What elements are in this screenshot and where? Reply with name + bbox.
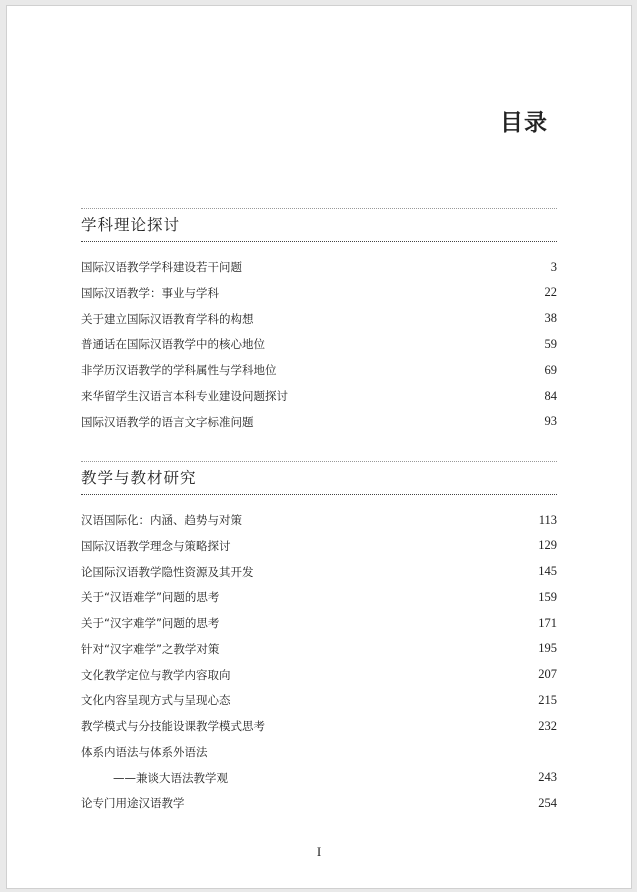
entry-title: 教学模式与分技能设课教学模式思考 xyxy=(81,719,265,733)
entry-title: 关于“汉字难学”问题的思考 xyxy=(81,616,220,630)
toc-entry[interactable] xyxy=(81,716,557,736)
toc-entry[interactable] xyxy=(81,309,557,329)
toc-entry[interactable] xyxy=(81,742,557,762)
toc-entry[interactable] xyxy=(81,360,557,380)
toc-title: 目录 xyxy=(500,110,548,136)
entry-page-number: 232 xyxy=(538,718,557,733)
divider xyxy=(81,241,557,242)
entry-page-number: 129 xyxy=(538,538,557,553)
toc-entry[interactable] xyxy=(81,386,557,406)
toc-entry[interactable] xyxy=(81,283,557,303)
entry-page-number: 215 xyxy=(538,692,557,707)
entry-page-number: 38 xyxy=(544,311,557,326)
page-number: I xyxy=(316,844,322,859)
toc-entry[interactable] xyxy=(81,639,557,659)
toc-entry[interactable] xyxy=(81,587,557,607)
section-title: 教学与教材研究 xyxy=(81,469,197,487)
entry-title: 普通话在国际汉语教学中的核心地位 xyxy=(81,337,265,352)
entry-page-number: 59 xyxy=(544,336,557,351)
entry-page-number: 3 xyxy=(550,259,557,274)
entry-page-number: 84 xyxy=(544,388,557,403)
entry-page-number: 22 xyxy=(544,285,557,300)
toc-entry[interactable] xyxy=(81,665,557,685)
entry-page-number: 207 xyxy=(538,667,557,681)
entry-title: 来华留学生汉语言本科专业建设问题探讨 xyxy=(81,389,288,403)
toc-entry[interactable] xyxy=(81,768,557,788)
entry-title: 针对“汉字难学”之教学对策 xyxy=(81,641,220,656)
entry-title: 体系内语法与体系外语法 xyxy=(81,744,208,759)
entry-page-number: 69 xyxy=(544,362,557,377)
entry-page-number: 171 xyxy=(538,615,557,630)
entry-page-number: 254 xyxy=(538,795,557,810)
document-page xyxy=(6,5,632,889)
entry-page-number: 159 xyxy=(538,589,557,604)
entry-title: 国际汉语教学理念与策略探讨 xyxy=(81,538,231,553)
section-heading-1 xyxy=(81,208,557,242)
toc-entry[interactable] xyxy=(81,334,557,354)
entry-title: 国际汉语教学的语言文字标准问题 xyxy=(81,414,254,429)
section-heading-2 xyxy=(81,461,557,495)
toc-entry[interactable] xyxy=(81,412,557,432)
toc-entry[interactable] xyxy=(81,562,557,582)
entry-title: 国际汉语教学：事业与学科 xyxy=(81,285,219,300)
entry-page-number: 243 xyxy=(538,770,557,784)
entry-title: ——兼谈大语法教学观 xyxy=(113,770,228,785)
entry-page-number: 113 xyxy=(538,512,557,527)
section-title: 学科理论探讨 xyxy=(81,216,181,234)
toc-entry[interactable] xyxy=(81,613,557,633)
toc-entry[interactable] xyxy=(81,257,557,277)
entry-page-number: 195 xyxy=(538,641,557,656)
entry-title: 汉语国际化：内涵、趋势与对策 xyxy=(81,513,242,527)
toc-entry[interactable] xyxy=(81,536,557,556)
entry-title: 关于建立国际汉语教育学科的构想 xyxy=(81,311,254,326)
toc-entry[interactable] xyxy=(81,793,557,813)
entry-title: 非学历汉语教学的学科属性与学科地位 xyxy=(81,363,277,378)
entry-page-number: 93 xyxy=(544,414,557,429)
entry-title: 文化教学定位与教学内容取向 xyxy=(81,667,231,682)
toc-entry[interactable] xyxy=(81,690,557,710)
entry-title: 论专门用途汉语教学 xyxy=(81,796,185,811)
entry-title: 论国际汉语教学隐性资源及其开发 xyxy=(81,564,254,579)
entry-title: 文化内容呈现方式与呈现心态 xyxy=(81,693,231,708)
entry-title: 关于“汉语难学”问题的思考 xyxy=(81,590,220,605)
toc-entry[interactable] xyxy=(81,510,557,530)
entry-page-number: 145 xyxy=(538,564,557,578)
entry-title: 国际汉语教学学科建设若干问题 xyxy=(81,260,242,274)
divider xyxy=(81,494,557,495)
